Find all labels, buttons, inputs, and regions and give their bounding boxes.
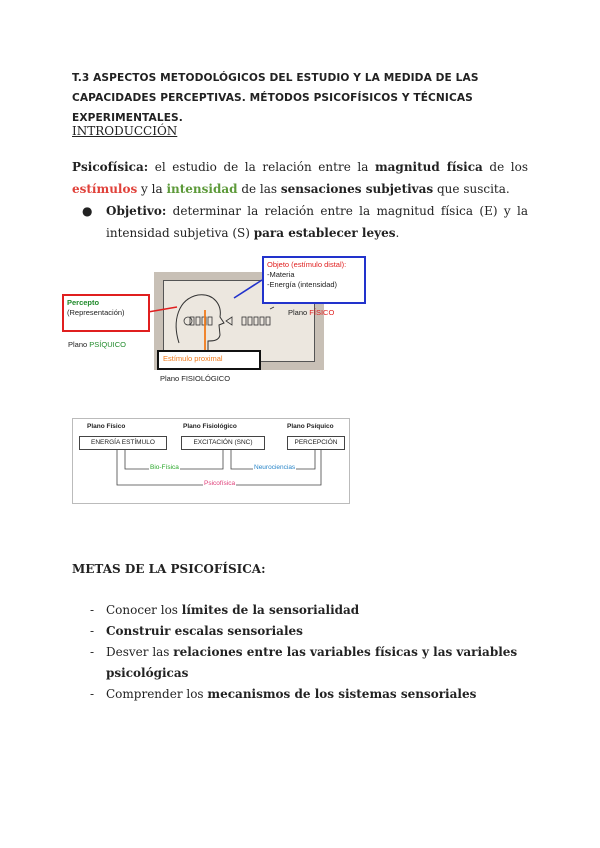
- goal-bold: límites de la sensorialidad: [181, 603, 360, 617]
- text-run: Plano: [288, 308, 310, 317]
- goal-text: Conocer los: [106, 603, 182, 617]
- estimulo-proximal-label: Estímulo proximal: [163, 354, 223, 363]
- percepto-arrow: [148, 307, 177, 312]
- plano-fisiologico-label: Plano FISIOLÓGICO: [160, 374, 231, 383]
- bullet-icon: ●: [82, 204, 93, 218]
- representacion-label: (Representación): [67, 308, 125, 317]
- planes-diagram: [72, 418, 350, 504]
- objeto-box: [262, 256, 366, 304]
- text-run: .: [395, 226, 400, 240]
- goals-list: [92, 600, 532, 705]
- list-item: [92, 684, 532, 705]
- list-item: [92, 642, 532, 684]
- psiquico-word: PSÍQUICO: [89, 340, 126, 349]
- connector-lines: [73, 419, 349, 503]
- goal-bold: mecanismos de los sistemas sensoriales: [207, 687, 477, 701]
- intro-heading: INTRODUCCIÓN: [72, 124, 178, 138]
- text-run: que suscita.: [433, 182, 510, 196]
- document-title: T.3 ASPECTOS METODOLÓGICOS DEL ESTUDIO Y LA MEDIDA DE LAS CAPACIDADES PERCEPTIVAS. MÉTODOS PSICOFÍSICOS Y TÉCNICAS EXPERIMENTALES.: [72, 72, 479, 124]
- text-run: determinar la relación entre la magnitud física (E) y la intensidad subjetiva (S): [106, 204, 528, 240]
- dash-icon: -: [90, 645, 95, 659]
- plano-fisico-label: [288, 308, 334, 317]
- bold-run: magnitud física: [374, 160, 483, 174]
- text-run: de los: [482, 160, 528, 174]
- psicofisica-label: Psicofísica: [204, 480, 236, 487]
- goal-bold: Construir escalas sensoriales: [106, 624, 303, 638]
- bold-run: sensaciones subjetivas: [280, 182, 434, 196]
- psicofisica-paragraph: [72, 156, 528, 200]
- bio-fisica-label: Bio-Física: [150, 464, 179, 471]
- dash-icon: -: [90, 687, 95, 701]
- header-plano-fisico: Plano Físico: [87, 423, 126, 430]
- text-run: de las: [237, 182, 281, 196]
- goal-bold: relaciones entre las variables físicas y las variables psicológicas: [106, 645, 518, 680]
- plano-psiquico-label: [68, 340, 126, 349]
- objetivo-term: Objetivo:: [106, 204, 167, 218]
- fisico-word: FÍSICO: [309, 308, 335, 317]
- psicofisica-term: Psicofísica:: [72, 160, 149, 174]
- objetivo-text: [90, 200, 528, 244]
- highlight-estimulos: estímulos: [72, 182, 138, 196]
- header-plano-fisiologico: Plano Fisiológico: [183, 423, 237, 430]
- metas-heading: METAS DE LA PSICOFÍSICA:: [72, 562, 266, 576]
- objetivo-bullet: [82, 200, 528, 244]
- objeto-arrow: [234, 280, 262, 298]
- percepto-box: [62, 294, 150, 332]
- header-plano-psiquico: Plano Psíquico: [287, 423, 334, 430]
- text-run: y la: [137, 182, 167, 196]
- materia-label: -Materia: [267, 270, 295, 279]
- dash-icon: -: [90, 624, 95, 638]
- goal-text: Desver las: [106, 645, 174, 659]
- list-item: [92, 600, 532, 621]
- objeto-title: Objeto (estímulo distal):: [267, 260, 347, 269]
- percepto-label: Percepto: [67, 298, 100, 307]
- list-item: [92, 621, 532, 642]
- dash-icon: -: [90, 603, 95, 617]
- energia-estimulo-box: ENERGÍA ESTÍMULO: [79, 436, 167, 450]
- goal-text: Comprender los: [106, 687, 208, 701]
- text-run: Plano: [68, 340, 90, 349]
- percepcion-box: PERCEPCIÓN: [287, 436, 345, 450]
- text-run: el estudio de la relación entre la: [148, 160, 375, 174]
- perception-diagram: [62, 252, 382, 387]
- energia-label: -Energía (intensidad): [267, 280, 338, 289]
- bold-run: para establecer leyes: [253, 226, 396, 240]
- neurociencias-label: Neurociencias: [254, 464, 296, 471]
- highlight-intensidad: intensidad: [166, 182, 238, 196]
- estimulo-proximal-box: [157, 350, 261, 370]
- excitacion-box: EXCITACIÓN (SNC): [181, 436, 265, 450]
